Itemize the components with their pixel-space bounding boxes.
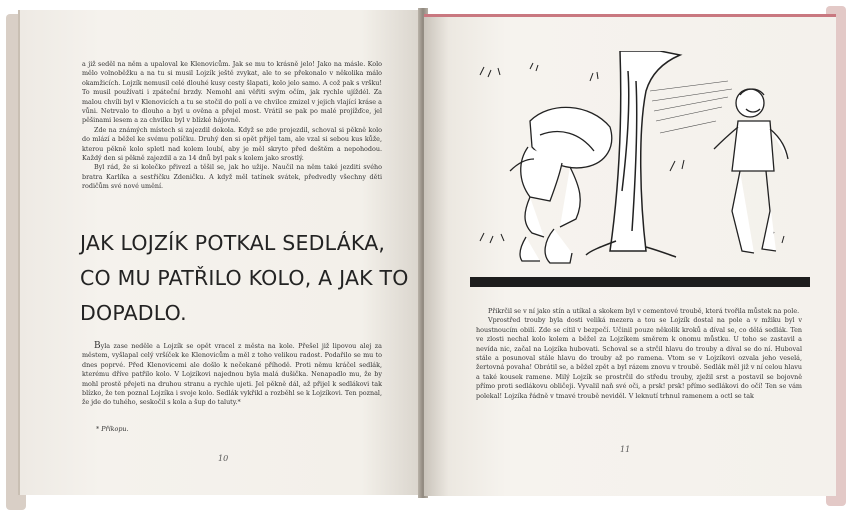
chapter-opening-paragraph: yla zase neděle a Lojzík se opět vracel z města na kole. Přešel již lipovou alej za městem, vyšlapal celý vršíček ke Klenovicům a měl z toho velikou radost. Podařilo se mu to dnes poprvé. Před Klenovicemi ale došlo k nečekané příhodě. Proti němu kráčel sedlák, kterému dříve patřilo kolo. V Lojzíkovi najednou byla malá dušička. Nenapadlo mu, že by mohl prostě přejeti na druhou stranu a rychle ujeti. Jel pěkně dál, až přijel k sedlákovi tak blízko, že ten poznal Lojzíka i svoje kolo. Sedlák vykřikl a rozběhl se k Lojzíkovi. Ten poznal, že jde do tuhého, seskočil s kola a šup do taluty.* [82,342,382,407]
left-paragraph-2: Zde na známých místech si zajezdil dokola. Když se zde projezdil, schoval si pěkně kolo do mlází a běžel ke svému políčku. Druhý den si opět přijel tam, ale vzal si sebou kus kůže, kterou pěkně kolo spletl nad kolem loubí, aby je měl skryto před deštěm a nepohodou. Každý den si pěkně zajezdil a za 14 dnů byl pak s kolem jako srostlý. [82,125,382,163]
left-paragraph-1: a již seděl na něm a upaloval ke Klenovicům. Jak se mu to krásně jelo! Jako na másle. Kolo mělo volnoběžku a na tu si musil Lojzík ještě zvykat, ale to se překonalo v několika málo okamžicích. Lojzík nemusil celé dlouhé kusy cesty šlapati, kolo jelo samo. A což pak s vršku! To musil používati i zpáteční brzdy. Nemohl ani věřiti svým očím, jak rychle ujíždél. Za malou chvíli byl v Klenovicích a tu se stočil do polí a ve chvilce zmizel v jejich vlající kráse a vůni. Netrvalo to dlouho a byl u ověna a přejel most. Vrátil se pak po malé projížďce, jel pěšinami lesem a za chvilku byl v blízké hájovně. [82,60,382,125]
farmer-figure [510,107,612,263]
right-page [424,14,836,496]
illustration-ground-bar [470,277,810,287]
page-number-left: 10 [218,454,229,463]
chapter-opening-text [82,342,382,408]
speed-lines [650,81,732,133]
boy-figure [714,89,788,253]
footnote: * Příkopu. [96,425,129,433]
left-paragraph-3: Byl rád, že si kolečko přivezl a těšil se, jak ho užije. Naučil na něm také jezditi svého bratra Karlíka a sestřičku Zdeničku. A když měl tatínek svátek, předvedly všechny děti rodičům své nové umění. [82,163,382,191]
left-page-text [82,60,382,192]
illustration-farmer-and-boy [470,51,810,289]
chapter-first-letter: B [94,341,101,351]
left-page [18,10,422,495]
chapter-title: JAK LOJZÍK POTKAL SEDLÁKA, CO MU PATŘILO KOLO, A JAK TO DOPADLO. [80,231,409,325]
right-paragraph-2: Vprostřed trouby byla dosti veliká mezera a tou se Lojzík dostal na pole a v mžiku byl v houstnoucím obilí. Zde se cítil v bezpečí. Učinil pouze několik kroků a díval se, co dělá sedlák. Ten ve zlosti nechal kolo kolem a běžel za Lojzíkem směrem k onomu můstku. U toho se zastavil a nevída nic, začal na Lojzíka hubovati. Schoval se a strčil hlavu do trouby a díval se do ní. Huboval stále a posunoval stále hlavu do trouby až po ramena. Vtom se v Lojzíkovi ozvala jeho veselá, žertovná povaha! Obrátil se, a běžel zpět a byl rázem znovu v troubě. Sedlák měl již v ní celou hlavu a také kousek ramene. Milý Lojzík se prostrčil do středu trouby, zježil srst a postavil se bojovně přímo proti sedlákovu obličeji. Vyvalil naň své oči, a prsk! prsk! přímo sedlákovi do očí! Ten se vám polekal! Lojzíka řádně v tmavé troubě neviděl. V leknutí trhnul ramenem a octl se tak [476,316,802,400]
right-page-text [476,307,802,401]
page-number-right: 11 [620,445,631,454]
right-paragraph-1: Přikrčil se v ní jako stín a utíkal a skokem byl v cementové troubě, která tvořila můstek na pole. [488,307,800,315]
